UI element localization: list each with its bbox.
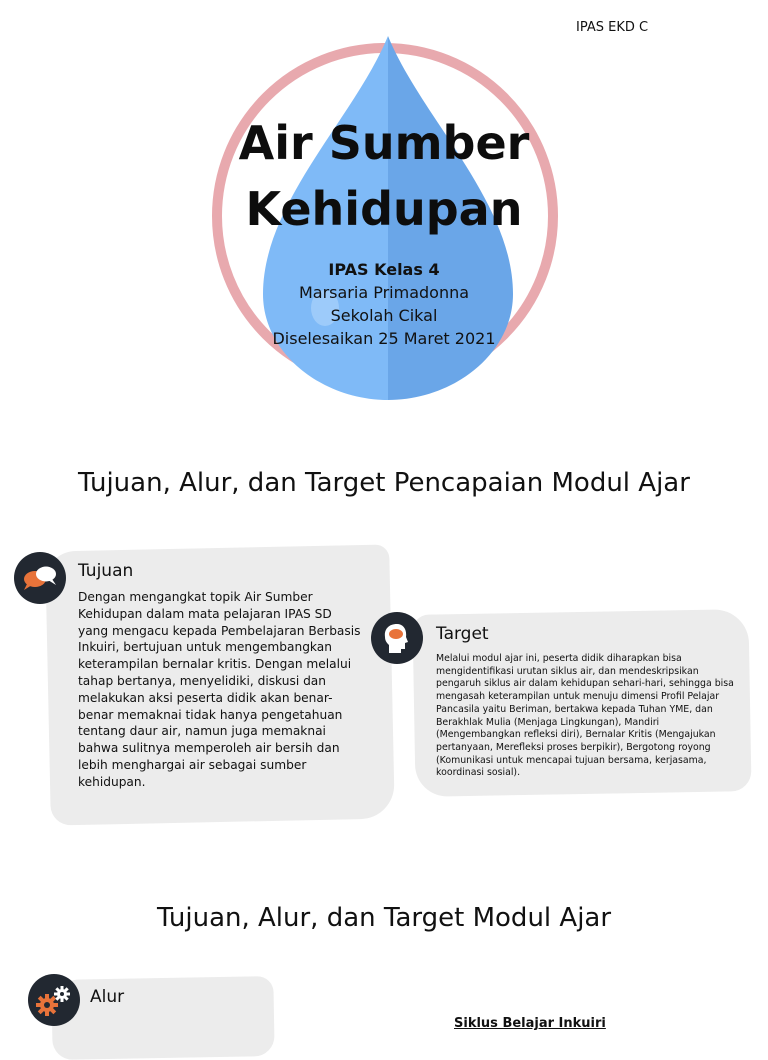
hero-author: Marsaria Primadonna — [298, 283, 470, 302]
head-brain-icon — [371, 612, 423, 664]
alur-icon-circle — [28, 974, 80, 1026]
hero-title-line1: Air Sumber — [238, 116, 530, 170]
alur-card-bg — [51, 976, 274, 1060]
gears-icon — [28, 974, 80, 1026]
chat-bubbles-icon — [14, 552, 66, 604]
siklus-label: Siklus Belajar Inkuiri — [454, 1016, 606, 1031]
tujuan-body: Dengan mengangkat topik Air Sumber Kehidupan dalam mata pelajaran IPAS SD yang mengacu kepada Pembelajaran Berbasis Inkuiri, bertujuan untuk mengembangkan keterampilan bernalar kritis. Dengan melalui tahap bertanya, menyelidiki, diskusi dan melakukan aksi peserta didik akan benar-benar memaknai tidak hanya pengetahuan tentang daur air, namun juga memaknai bahwa sulitnya memperoleh air bersih dan lebih menghargai air sebagai sumber kehidupan. — [78, 590, 361, 789]
hero-subject: IPAS Kelas 4 — [328, 260, 440, 279]
header-tag: IPAS EKD C — [576, 20, 649, 35]
hero-title — [184, 110, 584, 242]
target-icon-circle — [371, 612, 423, 664]
tujuan-title: Tujuan — [78, 561, 134, 581]
hero-title-line2: Kehidupan — [245, 182, 523, 236]
hero-subtitle — [184, 258, 584, 350]
alur-title: Alur — [90, 987, 125, 1007]
hero-completed: Diselesaikan 25 Maret 2021 — [272, 329, 496, 348]
target-title: Target — [436, 624, 489, 644]
tujuan-icon-circle — [14, 552, 66, 604]
hero-school: Sekolah Cikal — [330, 306, 438, 325]
target-body: Melalui modul ajar ini, peserta didik diharapkan bisa mengidentifikasi urutan siklus air, dan mendeskripsikan pengaruh siklus air dalam kehidupan sehari-hari, sehingga bisa mengasah keterampilan untuk menuju dimensi Profil Pelajar Pancasila yaitu Beriman, bertakwa kepada Tuhan YME, dan Berakhlak Mulia (Menjaga Lingkungan), Mandiri (Mengembangkan refleksi diri), Bernalar Kritis (Mengajukan pertanyaan, Merefleksi proses berpikir), Bergotong royong (Komunikasi untuk mencapai tujuan bersama, kerjasama, koordinasi sosial). — [436, 653, 734, 779]
section1-heading: Tujuan, Alur, dan Target Pencapaian Modul Ajar — [78, 468, 690, 498]
section2-heading: Tujuan, Alur, dan Target Modul Ajar — [156, 903, 612, 933]
